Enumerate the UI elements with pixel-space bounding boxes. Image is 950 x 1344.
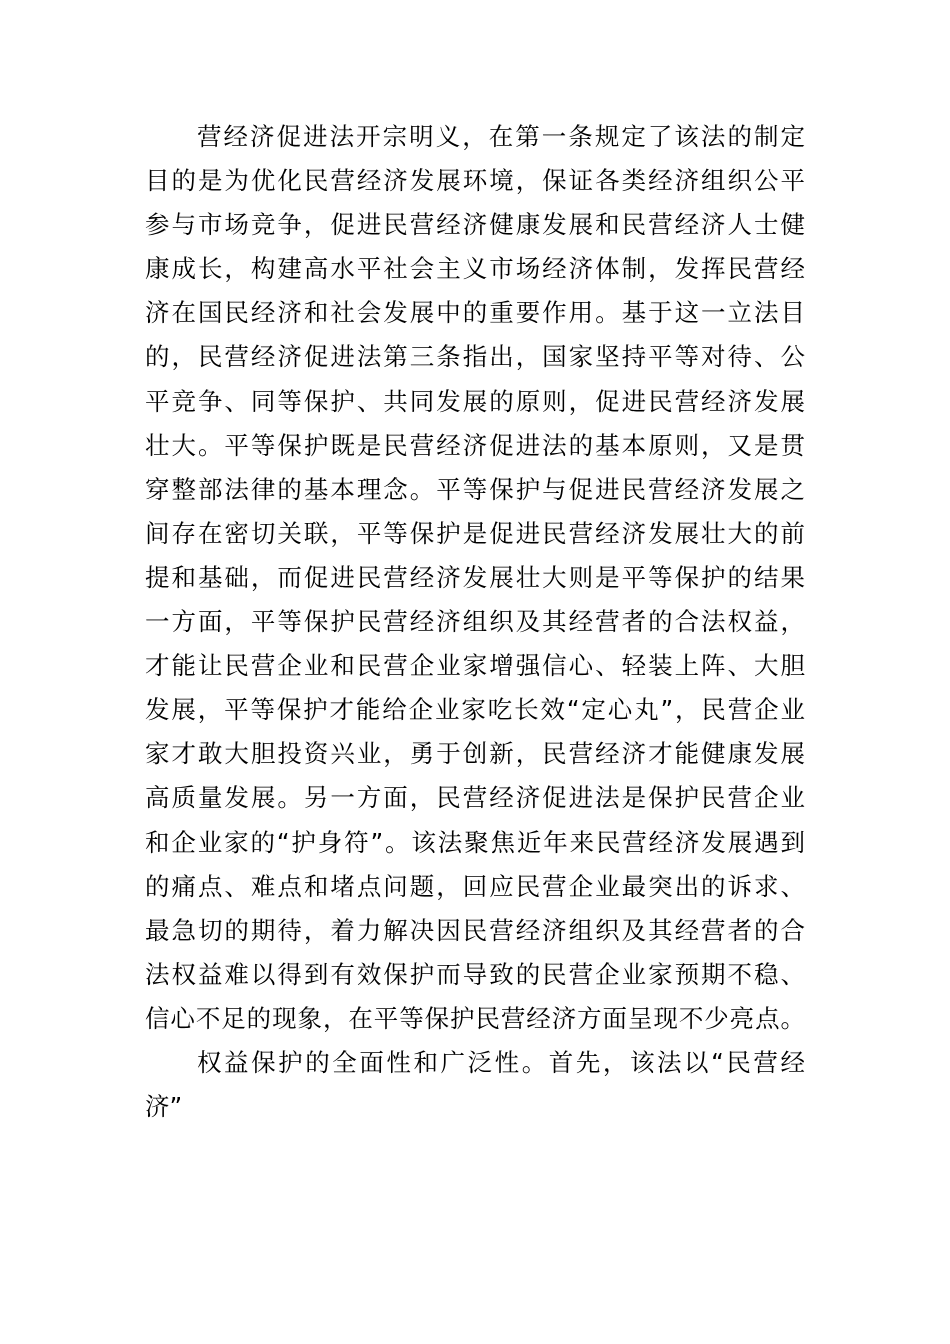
text-line: 济在国民经济和社会发展中的重要作用。基于这一立法目 bbox=[145, 298, 805, 328]
text-line: 法权益难以得到有效保护而导致的民营企业家预期不稳、 bbox=[145, 959, 805, 989]
paragraph-equal-protection bbox=[145, 119, 805, 1045]
text-line: 权益保护的全面性和广泛性。首先，该法以“民营经 bbox=[197, 1047, 805, 1077]
document-body bbox=[145, 119, 805, 1133]
text-line: 穿整部法律的基本理念。平等保护与促进民营经济发展之 bbox=[145, 474, 805, 504]
text-line: 信心不足的现象，在平等保护民营经济方面呈现不少亮点。 bbox=[145, 1003, 805, 1033]
text-line: 平竞争、同等保护、共同发展的原则，促进民营经济发展 bbox=[145, 386, 805, 416]
text-line: 提和基础，而促进民营经济发展壮大则是平等保护的结果 bbox=[145, 562, 805, 592]
text-line: 康成长，构建高水平社会主义市场经济体制，发挥民营经 bbox=[145, 254, 805, 284]
text-line: 目的是为优化民营经济发展环境，保证各类经济组织公平 bbox=[145, 166, 805, 196]
text-line: 最急切的期待，着力解决因民营经济组织及其经营者的合 bbox=[145, 915, 805, 945]
text-line: 发展，平等保护才能给企业家吃长效“定心丸”，民营企业 bbox=[145, 695, 805, 725]
text-line: 高质量发展。另一方面，民营经济促进法是保护民营企业 bbox=[145, 783, 805, 813]
text-line: 才能让民营企业和民营企业家增强信心、轻装上阵、大胆 bbox=[145, 651, 805, 681]
text-line: 间存在密切关联，平等保护是促进民营经济发展壮大的前 bbox=[145, 518, 805, 548]
text-line: 营经济促进法开宗明义，在第一条规定了该法的制定 bbox=[197, 122, 805, 151]
text-line: 家才敢大胆投资兴业，勇于创新，民营经济才能健康发展 bbox=[145, 739, 805, 769]
text-line: 济” bbox=[145, 1092, 183, 1122]
text-line: 的，民营经济促进法第三条指出，国家坚持平等对待、公 bbox=[145, 342, 805, 372]
text-line: 参与市场竞争，促进民营经济健康发展和民营经济人士健 bbox=[145, 210, 805, 240]
text-line: 壮大。平等保护既是民营经济促进法的基本原则，又是贯 bbox=[145, 430, 805, 460]
text-line: 和企业家的“护身符”。该法聚焦近年来民营经济发展遇到 bbox=[145, 827, 805, 857]
paragraph-rights-protection bbox=[145, 1045, 805, 1133]
text-line: 的痛点、难点和堵点问题，回应民营企业最突出的诉求、 bbox=[145, 871, 805, 901]
text-line: 一方面，平等保护民营经济组织及其经营者的合法权益， bbox=[145, 607, 805, 637]
